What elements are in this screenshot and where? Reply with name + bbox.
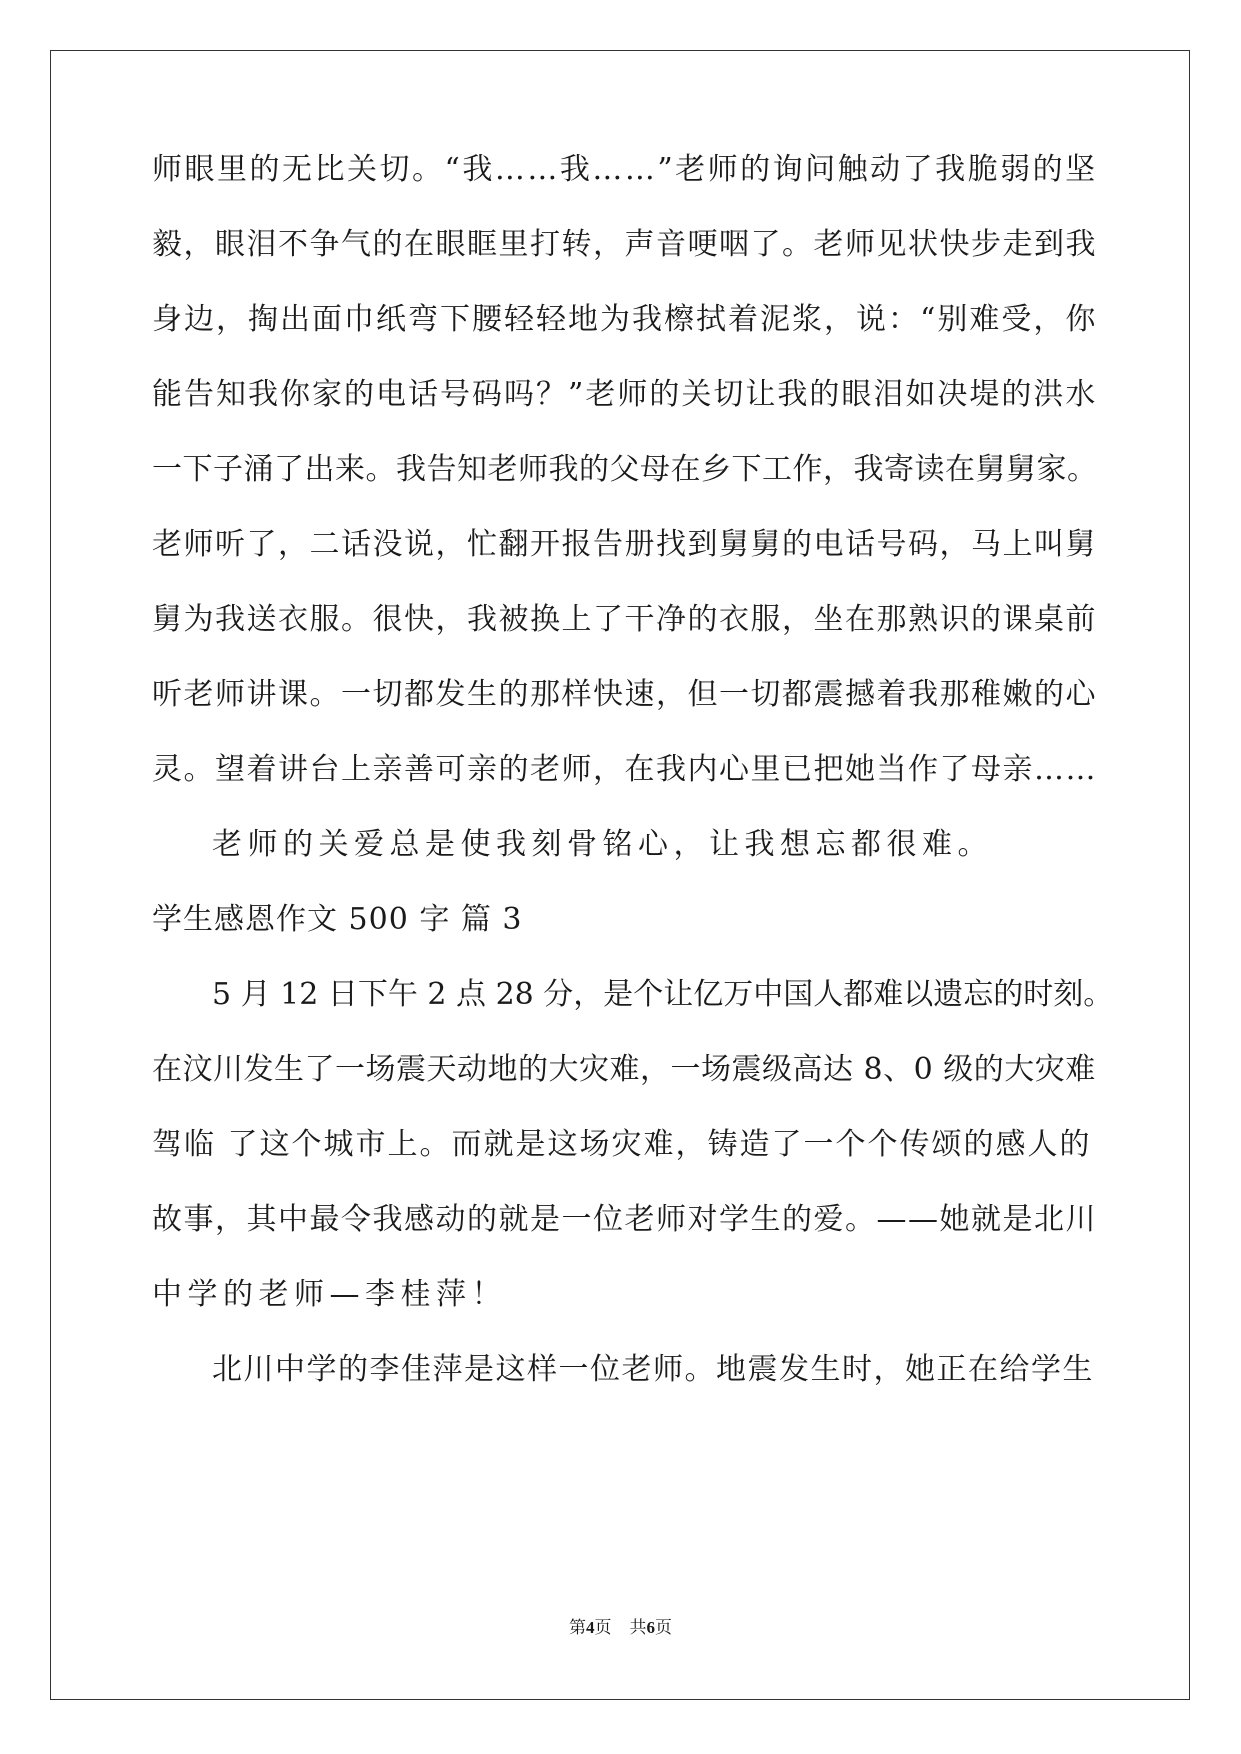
text-line: 故事，其中最令我感动的就是一位老师对学生的爱。——她就是北川 [152,1202,1097,1237]
text-line: 中学的老师—李桂萍！ [152,1277,507,1312]
page-number: 4 [586,1618,595,1637]
text-line: 一下子涌了出来。我告知老师我的父母在乡下工作，我寄读在舅舅家。 [152,452,1098,487]
footer-prefix: 第 [569,1618,586,1638]
page-footer [0,1616,1241,1640]
text-line: 在汶川发生了一场震天动地的大灾难，一场震级高达 8、0 级的大灾难 [152,1052,1096,1087]
footer-page-suffix: 页 [594,1618,612,1638]
section-heading: 学生感恩作文 500 字 篇 3 [152,902,523,937]
total-pages: 6 [646,1618,655,1637]
text-line: 毅，眼泪不争气的在眼眶里打转，声音哽咽了。老师见状快步走到我 [152,227,1097,262]
paragraph-start: 5 月 12 日下午 2 点 28 分，是个让亿万中国人都难以遗忘的时刻。 [212,977,1114,1012]
text-line: 老师听了，二话没说，忙翻开报告册找到舅舅的电话号码，马上叫舅 [152,527,1097,562]
text-line: 能告知我你家的电话号码吗？”老师的关切让我的眼泪如决堤的洪水 [152,377,1098,412]
footer-total-prefix: 共 [629,1618,647,1638]
text-line: 身边，掏出面巾纸弯下腰轻轻地为我檫拭着泥浆，说：“别难受，你 [152,302,1098,337]
paragraph-start: 老师的关爱总是使我刻骨铭心，让我想忘都很难。 [212,827,993,862]
page-border [50,50,1190,1700]
text-line: 听老师讲课。一切都发生的那样快速，但一切都震撼着我那稚嫩的心 [152,677,1097,712]
text-line: 驾临 了这个城市上。而就是这场灾难，铸造了一个个传颂的感人的 [152,1127,1092,1162]
footer-total-suffix: 页 [655,1618,672,1638]
paragraph-start: 北川中学的李佳萍是这样一位老师。地震发生时，她正在给学生 [212,1352,1094,1387]
text-line: 师眼里的无比关切。“我……我……”老师的询问触动了我脆弱的坚 [152,152,1098,187]
text-line: 舅为我送衣服。很快，我被换上了干净的衣服，坐在那熟识的课桌前 [152,602,1097,637]
text-line: 灵。望着讲台上亲善可亲的老师，在我内心里已把她当作了母亲…… [152,752,1097,787]
